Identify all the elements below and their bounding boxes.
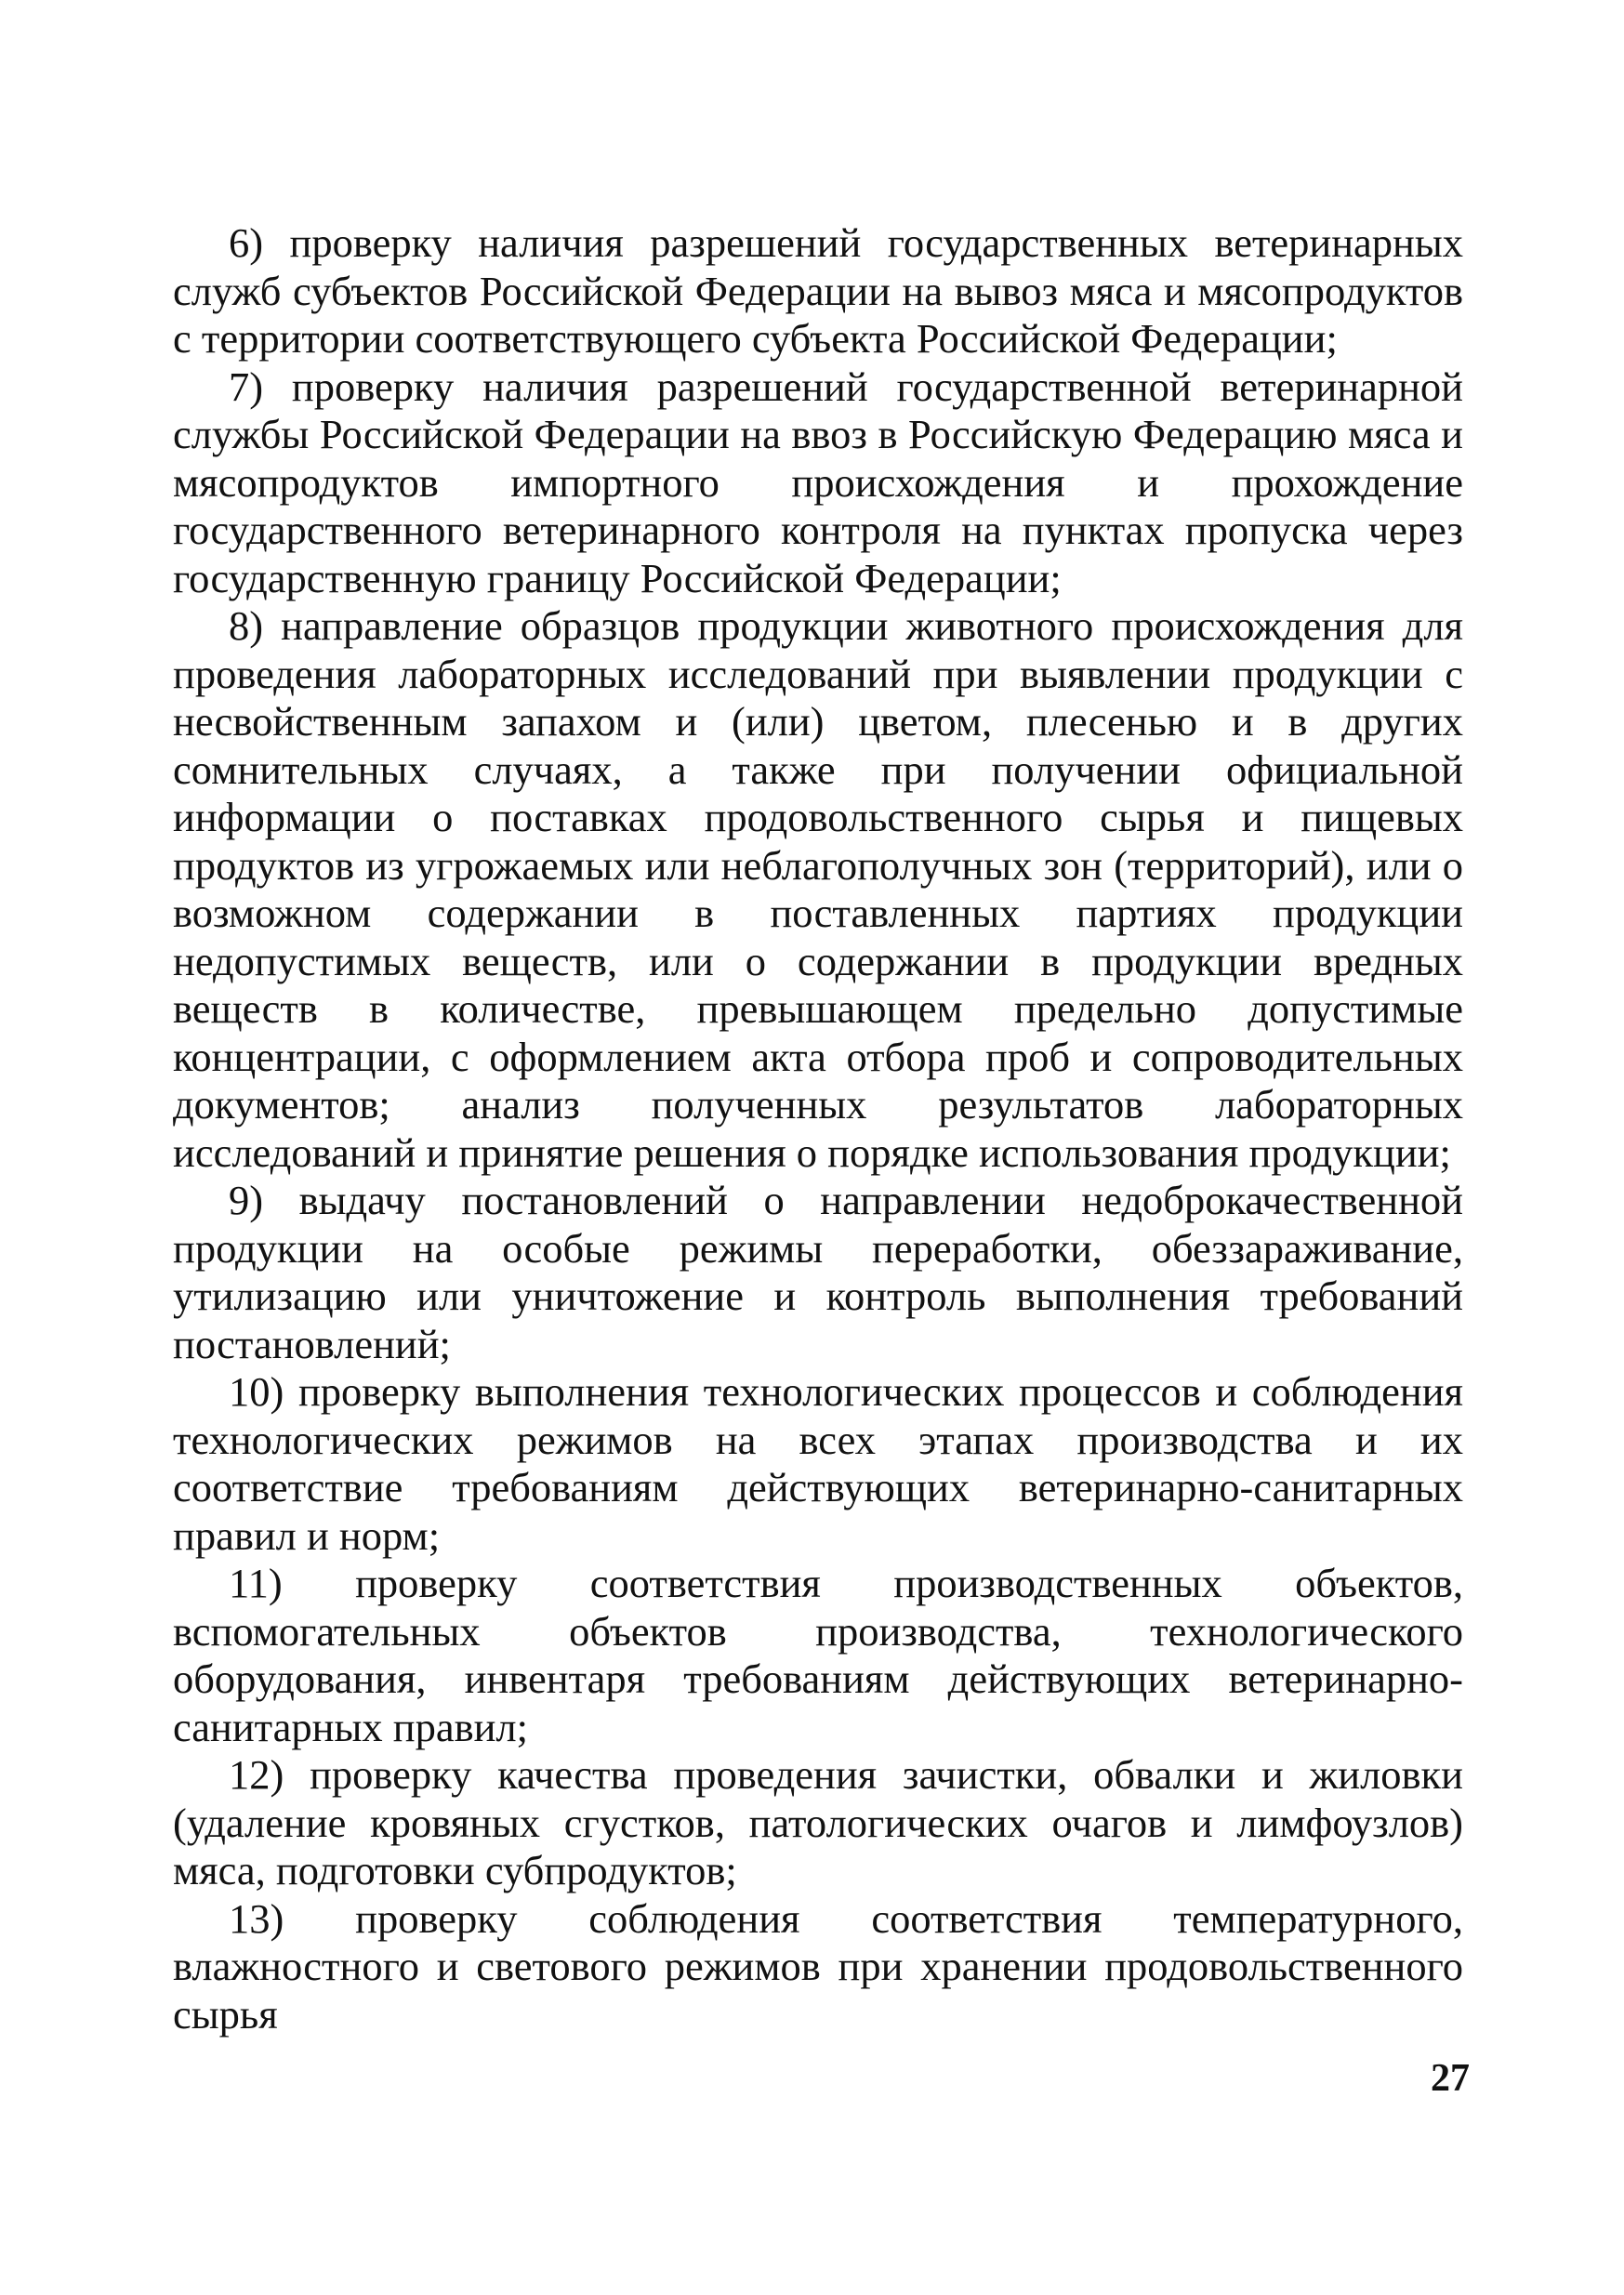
paragraph-item-11: 11) проверку соответствия производственных объектов, вспомогательных объектов производства, технологического оборудования, инвентаря требованиям действующих ветеринарно-санитарных правил; [173,1560,1463,1750]
paragraph-item-13: 13) проверку соблюдения соответствия температурного, влажностного и светового режимов при хранении продовольственного сырья [173,1894,1463,2038]
paragraph-item-8: 8) направление образцов продукции животного происхождения для проведения лабораторных исследований при выявлении продукции с несвойственным запахом и (или) цветом, плесенью и в других сомнительных случаях, а также при получении официальной информации о поставках продовольственного сырья и пищевых продуктов из угрожаемых или неблагополучных зон (территорий), или о возможном содержании в поставленных партиях продукции недопустимых веществ, или о содержании в продукции вредных веществ в количестве, превышающем предельно допустимые концентрации, с оформлением акта отбора проб и сопроводительных документов; анализ полученных результатов лабораторных исследований и принятие решения о порядке использования продукции; [173,602,1463,1176]
paragraph-item-7: 7) проверку наличия разрешений государственной ветеринарной службы Российской Федерации на ввоз в Российскую Федерацию мяса и мясопродуктов импортного происхождения и прохождение государственного ветеринарного контроля на пунктах пропуска через государственную границу Российской Федерации; [173,363,1463,601]
paragraph-item-6: 6) проверку наличия разрешений государственных ветеринарных служб субъектов Российской Федерации на вывоз мяса и мясопродуктов с территории соответствующего субъекта Российской Федерации; [173,219,1463,362]
body-text [173,219,1463,2038]
paragraph-item-10: 10) проверку выполнения технологических процессов и соблюдения технологических режимов на всех этапах производства и их соответствие требованиям действующих ветеринарно-санитарных правил и норм; [173,1368,1463,1559]
paragraph-item-9: 9) выдачу постановлений о направлении недоброкачественной продукции на особые режимы переработки, обеззараживание, утилизацию или уничтожение и контроль выполнения требований постановлений; [173,1177,1463,1367]
paragraph-item-12: 12) проверку качества проведения зачистки, обвалки и жиловки (удаление кровяных сгустков, патологических очагов и лимфоузлов) мяса, подготовки субпродуктов; [173,1751,1463,1893]
page-number: 27 [1431,2057,1470,2100]
